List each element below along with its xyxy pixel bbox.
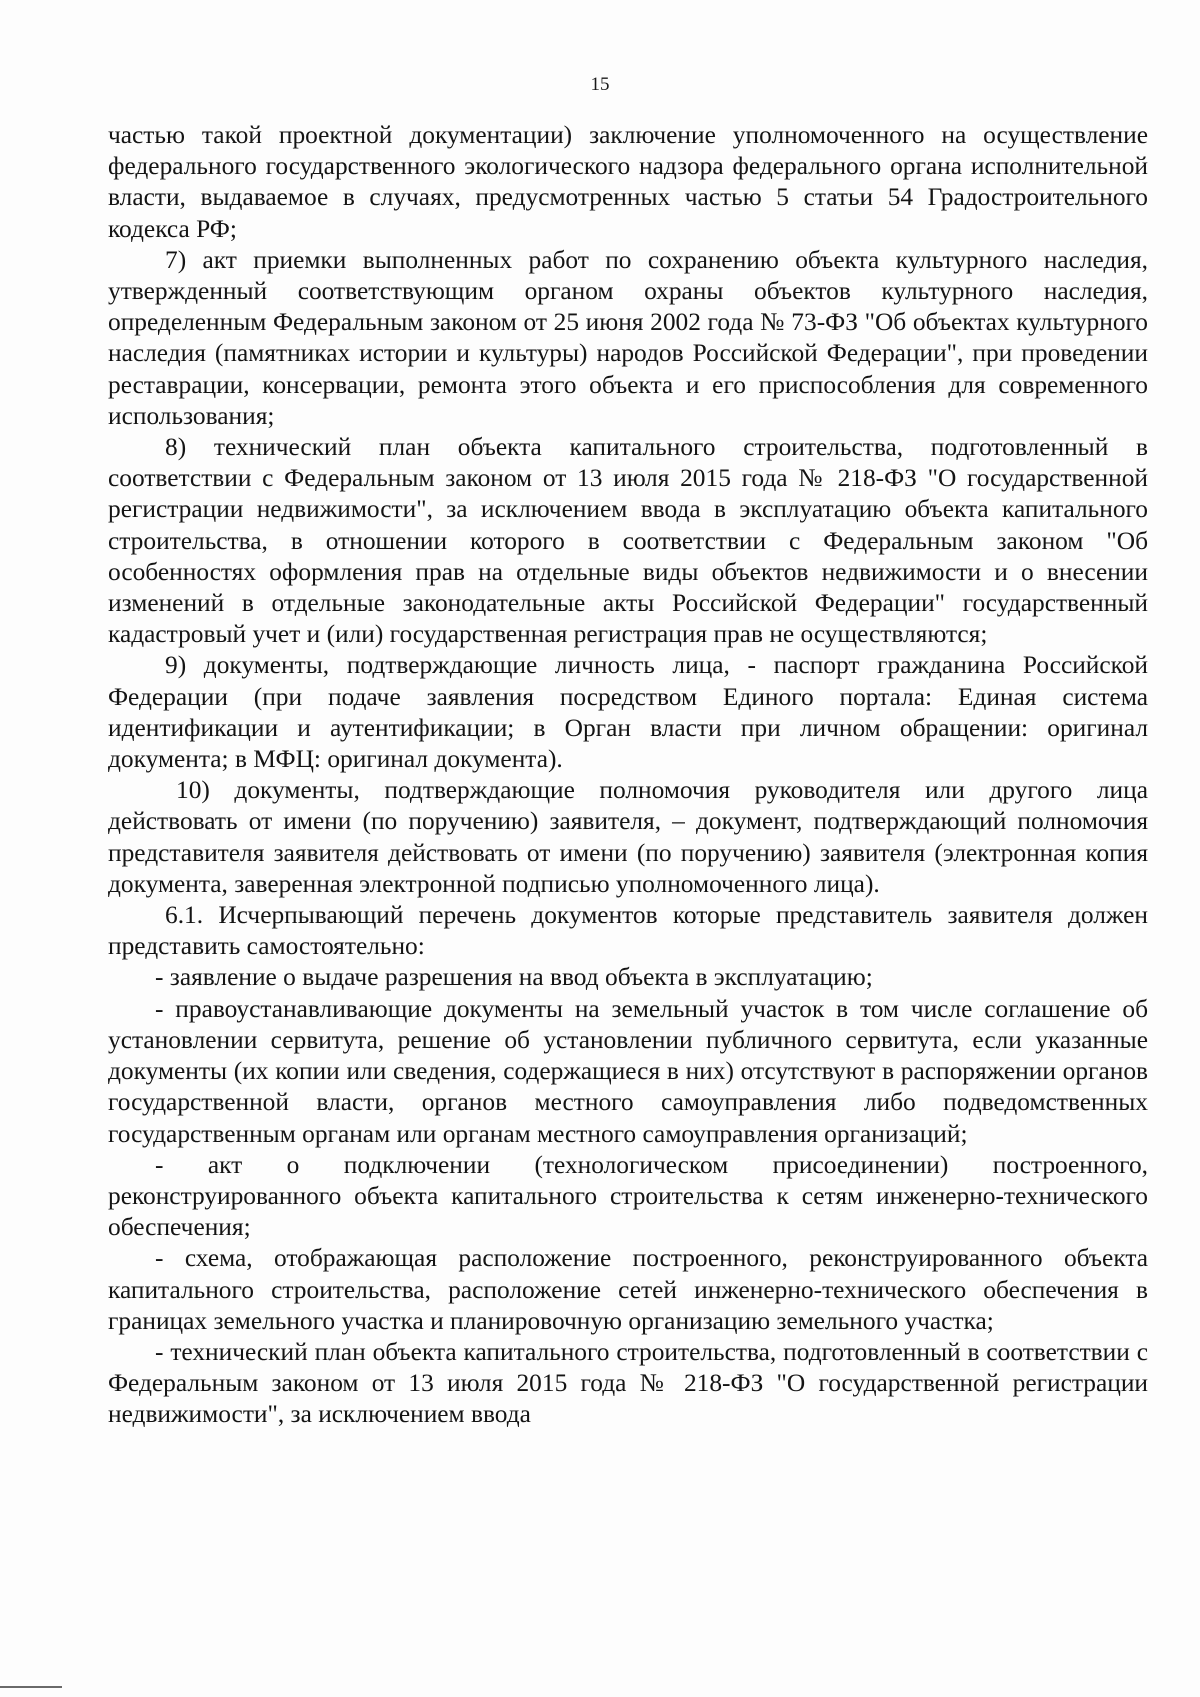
list-item-location-scheme: - схема, отображающая расположение построенного, реконструированного объекта капитального строительства, расположение сетей инженерно-технического обеспечения в границах земельного участка и планировочную организацию земельного участка; bbox=[108, 1244, 1148, 1335]
list-item-land-documents: - правоустанавливающие документы на земельный участок в том числе соглашение об установлении сервитута, решение об установлении публичного сервитута, если указанные документы (их копии или сведения, содержащиеся в них) отсутствуют в распоряжении органов государственной власти, органов местного самоуправления либо подведомственных государственным органам или органам местного самоуправления организаций; bbox=[108, 994, 1148, 1148]
paragraph-continuation: частью такой проектной документации) заключение уполномоченного на осуществление федерального государственного экологического надзора федерального органа исполнительной власти, выдаваемое в случаях, предусмотренных частью 5 статьи 54 Градостроительного кодекса РФ; bbox=[108, 121, 1148, 243]
list-item-application: - заявление о выдаче разрешения на ввод объекта в эксплуатацию; bbox=[155, 963, 873, 992]
paragraph-item-10: 10) документы, подтверждающие полномочия руководителя или другого лица действовать от имени (по поручению) заявителя, – документ, подтверждающий полномочия представителя заявителя действовать от имени (по поручению) заявителя (электронная копия документа, заверенная электронной подписью уполномоченного лица). bbox=[108, 776, 1148, 898]
paragraph-item-8: 8) технический план объекта капитального строительства, подготовленный в соответствии с Федеральным законом от 13 июля 2015 года № 218-ФЗ "О государственной регистрации недвижимости", за исключением ввода в эксплуатацию объекта капитального строительства, в отношении которого в соответствии с Федеральным законом "Об особенностях оформления прав на отдельные виды объектов недвижимости и о внесении изменений в отдельные законодательные акты Российской Федерации" государственный кадастровый учет и (или) государственная регистрация прав не осуществляются; bbox=[108, 433, 1148, 649]
paragraph-section-6-1: 6.1. Исчерпывающий перечень документов которые представитель заявителя должен представить самостоятельно: bbox=[108, 901, 1148, 961]
paragraph-item-7: 7) акт приемки выполненных работ по сохранению объекта культурного наследия, утвержденный соответствующим органом охраны объектов культурного наследия, определенным Федеральным законом от 25 июня 2002 года № 73-ФЗ "Об объектах культурного наследия (памятниках истории и культуры) народов Российской Федерации", при проведении реставрации, консервации, ремонта этого объекта и его приспособления для современного использования; bbox=[108, 245, 1148, 430]
scan-edge-mark bbox=[0, 1686, 62, 1688]
paragraph-item-9: 9) документы, подтверждающие личность лица, - паспорт гражданина Российской Федерации (при подаче заявления посредством Единого портала: Единая система идентификации и аутентификации; в Орган власти при личном обращении: оригинал документа; в МФЦ: оригинал документа). bbox=[108, 651, 1148, 774]
page-number: 15 bbox=[590, 74, 610, 95]
list-item-technical-plan: - технический план объекта капитального строительства, подготовленный в соответствии с Федеральным законом от 13 июля 2015 года № 218-ФЗ "О государственной регистрации недвижимости", за исключением ввода bbox=[108, 1337, 1148, 1429]
list-item-connection-act: - акт о подключении (технологическом присоединении) построенного, реконструированного объекта капитального строительства к сетям инженерно-технического обеспечения; bbox=[108, 1150, 1148, 1242]
document-body bbox=[108, 120, 1148, 1431]
